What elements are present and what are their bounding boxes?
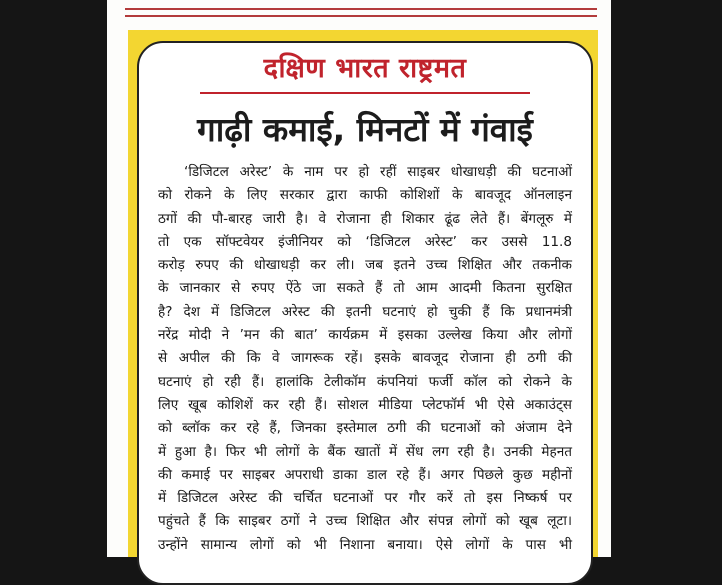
body-line: लिए खूब कोशिशें कर रही हैं। सोशल मीडिया प्लेटफॉर्म भी ऐसे अकाउंट्स [158, 396, 572, 413]
body-line: को रोकने के लिए सरकार द्वारा काफी कोशिशों के बावजूद ऑनलाइन [158, 187, 572, 204]
body-line: में डिजिटल अरेस्ट की चर्चित घटनाओं पर गौर करें तो इस निष्कर्ष पर [158, 490, 572, 507]
body-line: के जानकार से रुपए ऐंठे जा सकते हैं तो आम आदमी कितना सुरक्षित [158, 280, 572, 297]
body-line: से अपील की कि वे जागरूक रहें। इसके बावजूद रोजाना ही ठगी की [158, 350, 572, 367]
article-headline: गाढ़ी कमाई, मिनटों में गंवाई [197, 110, 533, 149]
body-line: घटनाएं हो रही हैं। हालांकि टेलीकॉम कंपनियां फर्जी कॉल को रोकने के [158, 373, 572, 390]
page-top-rule [125, 8, 597, 17]
article-body [158, 161, 572, 557]
body-line: ठगों की पौ-बारह जारी है। वे रोजाना ही शिकार ढूंढ लेते हैं। बेंगलूरु में [158, 210, 572, 227]
body-line: की कमाई पर साइबर अपराधी डाका डाल रहे हैं। अगर पिछले कुछ महीनों [158, 466, 572, 483]
masthead-underline [200, 92, 530, 94]
body-line: ‘डिजिटल अरेस्ट’ के नाम पर हो रहीं साइबर धोखाधड़ी की घटनाओं [184, 164, 572, 180]
body-line: नरेंद्र मोदी ने ’मन की बात’ कार्यक्रम में इसका उल्लेख किया और लोगों [158, 327, 572, 344]
body-line: तो एक सॉफ्टवेयर इंजीनियर को ‘डिजिटल अरेस्ट’ कर उससे 11.8 [158, 233, 572, 250]
body-line: को ब्लॉक कर रहे हैं, जिनका इस्तेमाल ठगी की घटनाओं को अंजाम देने [158, 420, 572, 437]
body-line: उन्होंने सामान्य लोगों को भी निशाना बनाया। ऐसे लोगों के पास भी [158, 536, 572, 553]
body-line: करोड़ रुपए की धोखाधड़ी कर ली। जब इतने उच्च शिक्षित और तकनीक [158, 257, 572, 274]
body-line: है? देश में डिजिटल अरेस्ट की इतनी घटनाएं हो चुकी हैं कि प्रधानमंत्री [158, 303, 572, 320]
body-line: में हुआ है। फिर भी लोगों के बैंक खातों में सेंध लग रही है। उनकी मेहनत [158, 443, 572, 460]
masthead-title: दक्षिण भारत राष्ट्रमत [263, 53, 467, 84]
body-line: पहुंचते हैं कि साइबर ठगों ने उच्च शिक्षित और संपन्न लोगों को खूब लूटा। [158, 513, 572, 530]
